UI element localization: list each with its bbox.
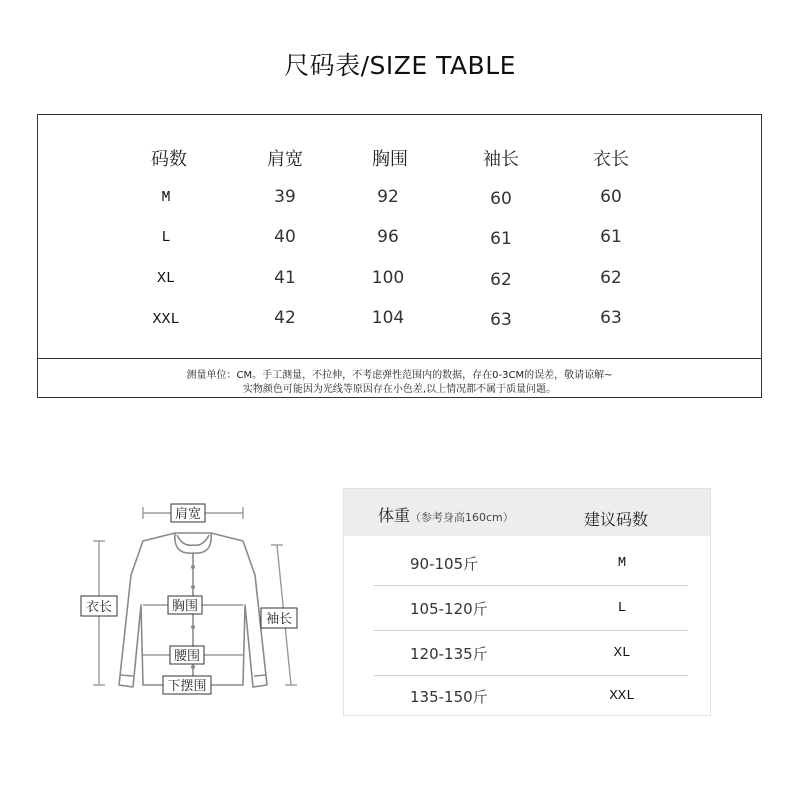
sleeve-cell: 62 [490,270,512,290]
length-cell: 60 [600,187,622,207]
weight-cell: 105-120斤 [410,600,488,618]
sleeve-cell: 60 [490,189,512,209]
sleeve-cell: 63 [490,310,512,330]
measurement-note: 测量单位：CM。手工测量，不拉伸，不考虑弹性范围内的数据，存在0-3CM的误差，敬请谅解~ [186,370,613,381]
chest-cell: 100 [371,268,405,288]
header-weight-note: （参考身高160cm） [410,511,514,524]
page-title: 尺码表/SIZE TABLE [284,51,516,80]
shoulder-cell: 42 [274,308,296,328]
chest-cell: 96 [377,227,399,247]
length-cell: 62 [600,268,622,288]
weight-table-header [344,489,710,536]
size-cell: L [161,229,171,246]
length-cell: 63 [600,308,622,328]
label-hem: 下摆围 [167,679,207,694]
header-size: 建议码数 [584,510,649,529]
col-header-length: 衣长 [593,149,629,170]
weight-size-table [343,488,711,716]
shoulder-cell: 39 [274,187,296,207]
weight-cell: 120-135斤 [410,645,488,663]
col-header-shoulder: 肩宽 [267,149,303,170]
label-chest: 胸围 [171,599,199,614]
row-divider [374,585,688,586]
weight-cell: 135-150斤 [410,688,488,706]
sleeve-cell: 61 [490,229,512,249]
color-note: 实物颜色可能因为光线等原因存在小色差,以上情况都不属于质量问题。 [242,384,557,395]
size-cell: XXL [152,311,180,328]
col-header-sleeve: 袖长 [483,149,519,170]
size-cell: XXL [609,688,635,704]
col-header-chest: 胸围 [372,149,408,170]
size-cell: M [161,189,171,206]
label-waist: 腰围 [173,649,201,664]
note-divider [38,358,761,359]
size-cell: M [617,555,627,571]
size-cell: L [617,600,627,616]
weight-cell: 90-105斤 [410,555,479,573]
shirt-collar [175,533,211,553]
garment-diagram [75,495,315,705]
row-divider [374,675,688,676]
chest-cell: 104 [371,308,405,328]
shoulder-cell: 40 [274,227,296,247]
col-header-size: 码数 [151,149,187,170]
chest-cell: 92 [377,187,399,207]
row-divider [374,630,688,631]
label-shoulder: 肩宽 [174,507,202,522]
header-weight: 体重（参考身高160cm） [378,506,514,525]
size-cell: XL [613,645,631,661]
shoulder-cell: 41 [274,268,296,288]
label-length: 衣长 [85,600,113,615]
length-cell: 61 [600,227,622,247]
label-sleeve: 袖长 [265,612,293,627]
size-table [37,114,762,398]
size-cell: XL [156,270,175,287]
